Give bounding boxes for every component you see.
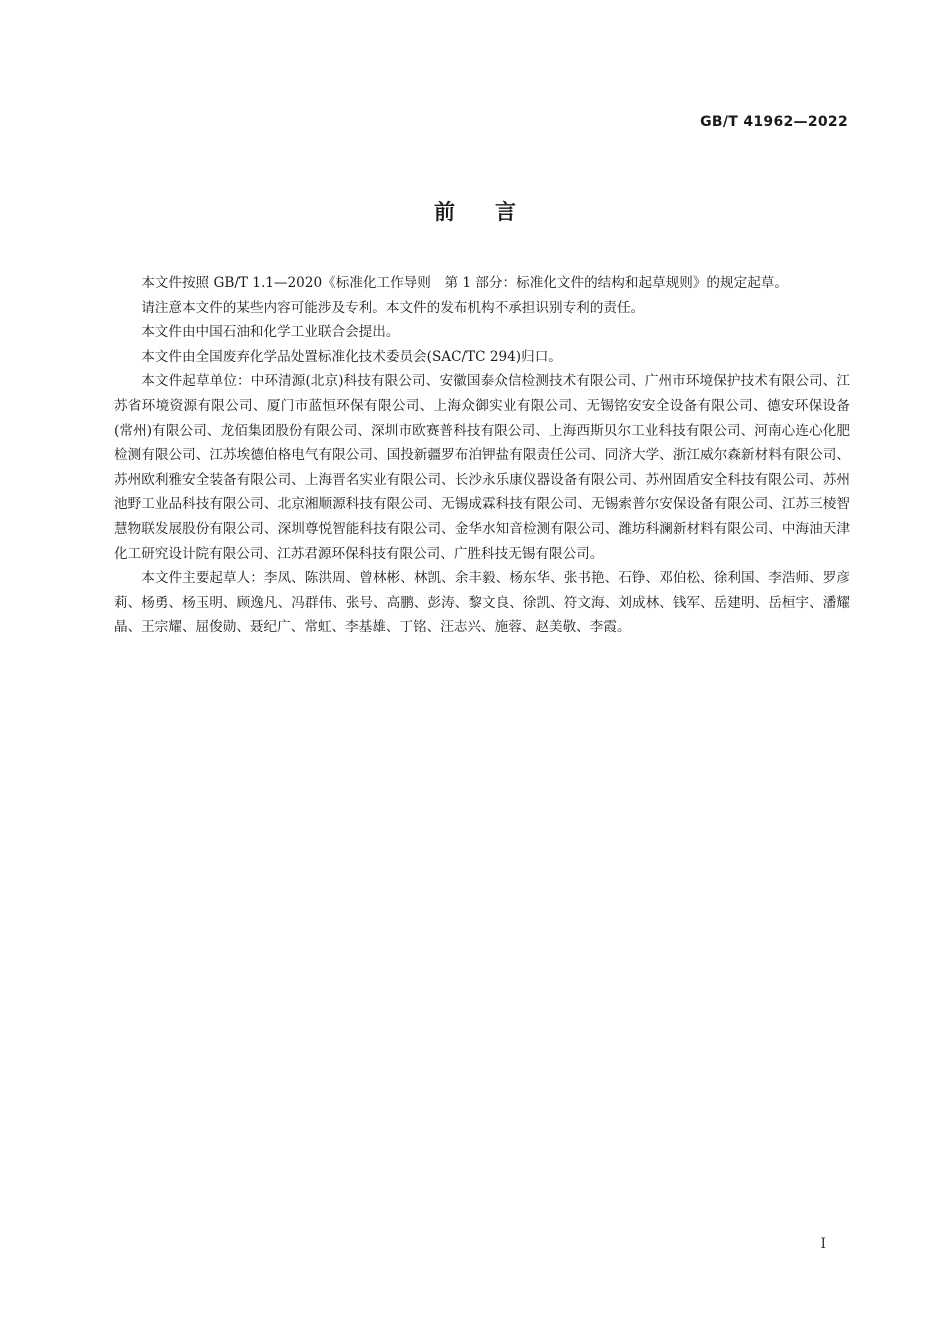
paragraph-proposer: 本文件由中国石油和化学工业联合会提出。 — [141, 324, 400, 341]
paragraph-main-drafters: 本文件主要起草人：李凤、陈洪周、曾林彬、林凯、余丰毅、杨东华、张书艳、石铮、邓伯松、徐利国、李浩师、罗彦莉、杨勇、杨玉明、顾逸凡、冯群伟、张号、高鹏、彭涛、黎文良、徐凯、符文海、刘成林、钱军、岳建明、岳桓宇、潘耀晶、王宗耀、屈俊勋、聂纪广、常虹、李基雄、丁铭、汪志兴、施蓉、赵美敬、李霞。 — [114, 570, 850, 636]
section-title: 前言 — [434, 200, 556, 224]
paragraph-drafting-rules: 本文件按照 GB/T 1.1—2020《标准化工作导则 第 1 部分：标准化文件的结构和起草规则》的规定起草。 — [141, 275, 788, 291]
page-number: I — [820, 1236, 826, 1252]
paragraph-patent-notice: 请注意本文件的某些内容可能涉及专利。本文件的发布机构不承担识别专利的责任。 — [141, 299, 645, 316]
paragraph-drafting-organizations: 本文件起草单位：中环清源(北京)科技有限公司、安徽国泰众信检测技术有限公司、广州市环境保护技术有限公司、江苏省环境资源有限公司、厦门市蓝恒环保有限公司、上海众御实业有限公司、无锡铭安安全设备有限公司、德安环保设备(常州)有限公司、龙佰集团股份有限公司、深圳市欧赛普科技有限公司、上海西斯贝尔工业科技有限公司、河南心连心化肥检测有限公司、江苏埃德伯格电气有限公司、国投新疆罗布泊钾盐有限责任公司、同济大学、浙江威尔森新材料有限公司、苏州欧利雅安全装备有限公司、上海晋名实业有限公司、长沙永乐康仪器设备有限公司、苏州固盾安全科技有限公司、苏州池野工业品科技有限公司、北京湘顺源科技有限公司、无锡成霖科技有限公司、无锡索普尔安保设备有限公司、江苏三棱智慧物联发展股份有限公司、深圳尊悦智能科技有限公司、金华水知音检测有限公司、潍坊科澜新材料有限公司、中海油天津化工研究设计院有限公司、江苏君源环保科技有限公司、广胜科技无锡有限公司。 — [114, 373, 850, 562]
paragraph-technical-committee: 本文件由全国废弃化学品处置标准化技术委员会(SAC/TC 294)归口。 — [141, 348, 562, 365]
standard-number: GB/T 41962—2022 — [700, 114, 848, 130]
foreword-body — [114, 271, 850, 640]
